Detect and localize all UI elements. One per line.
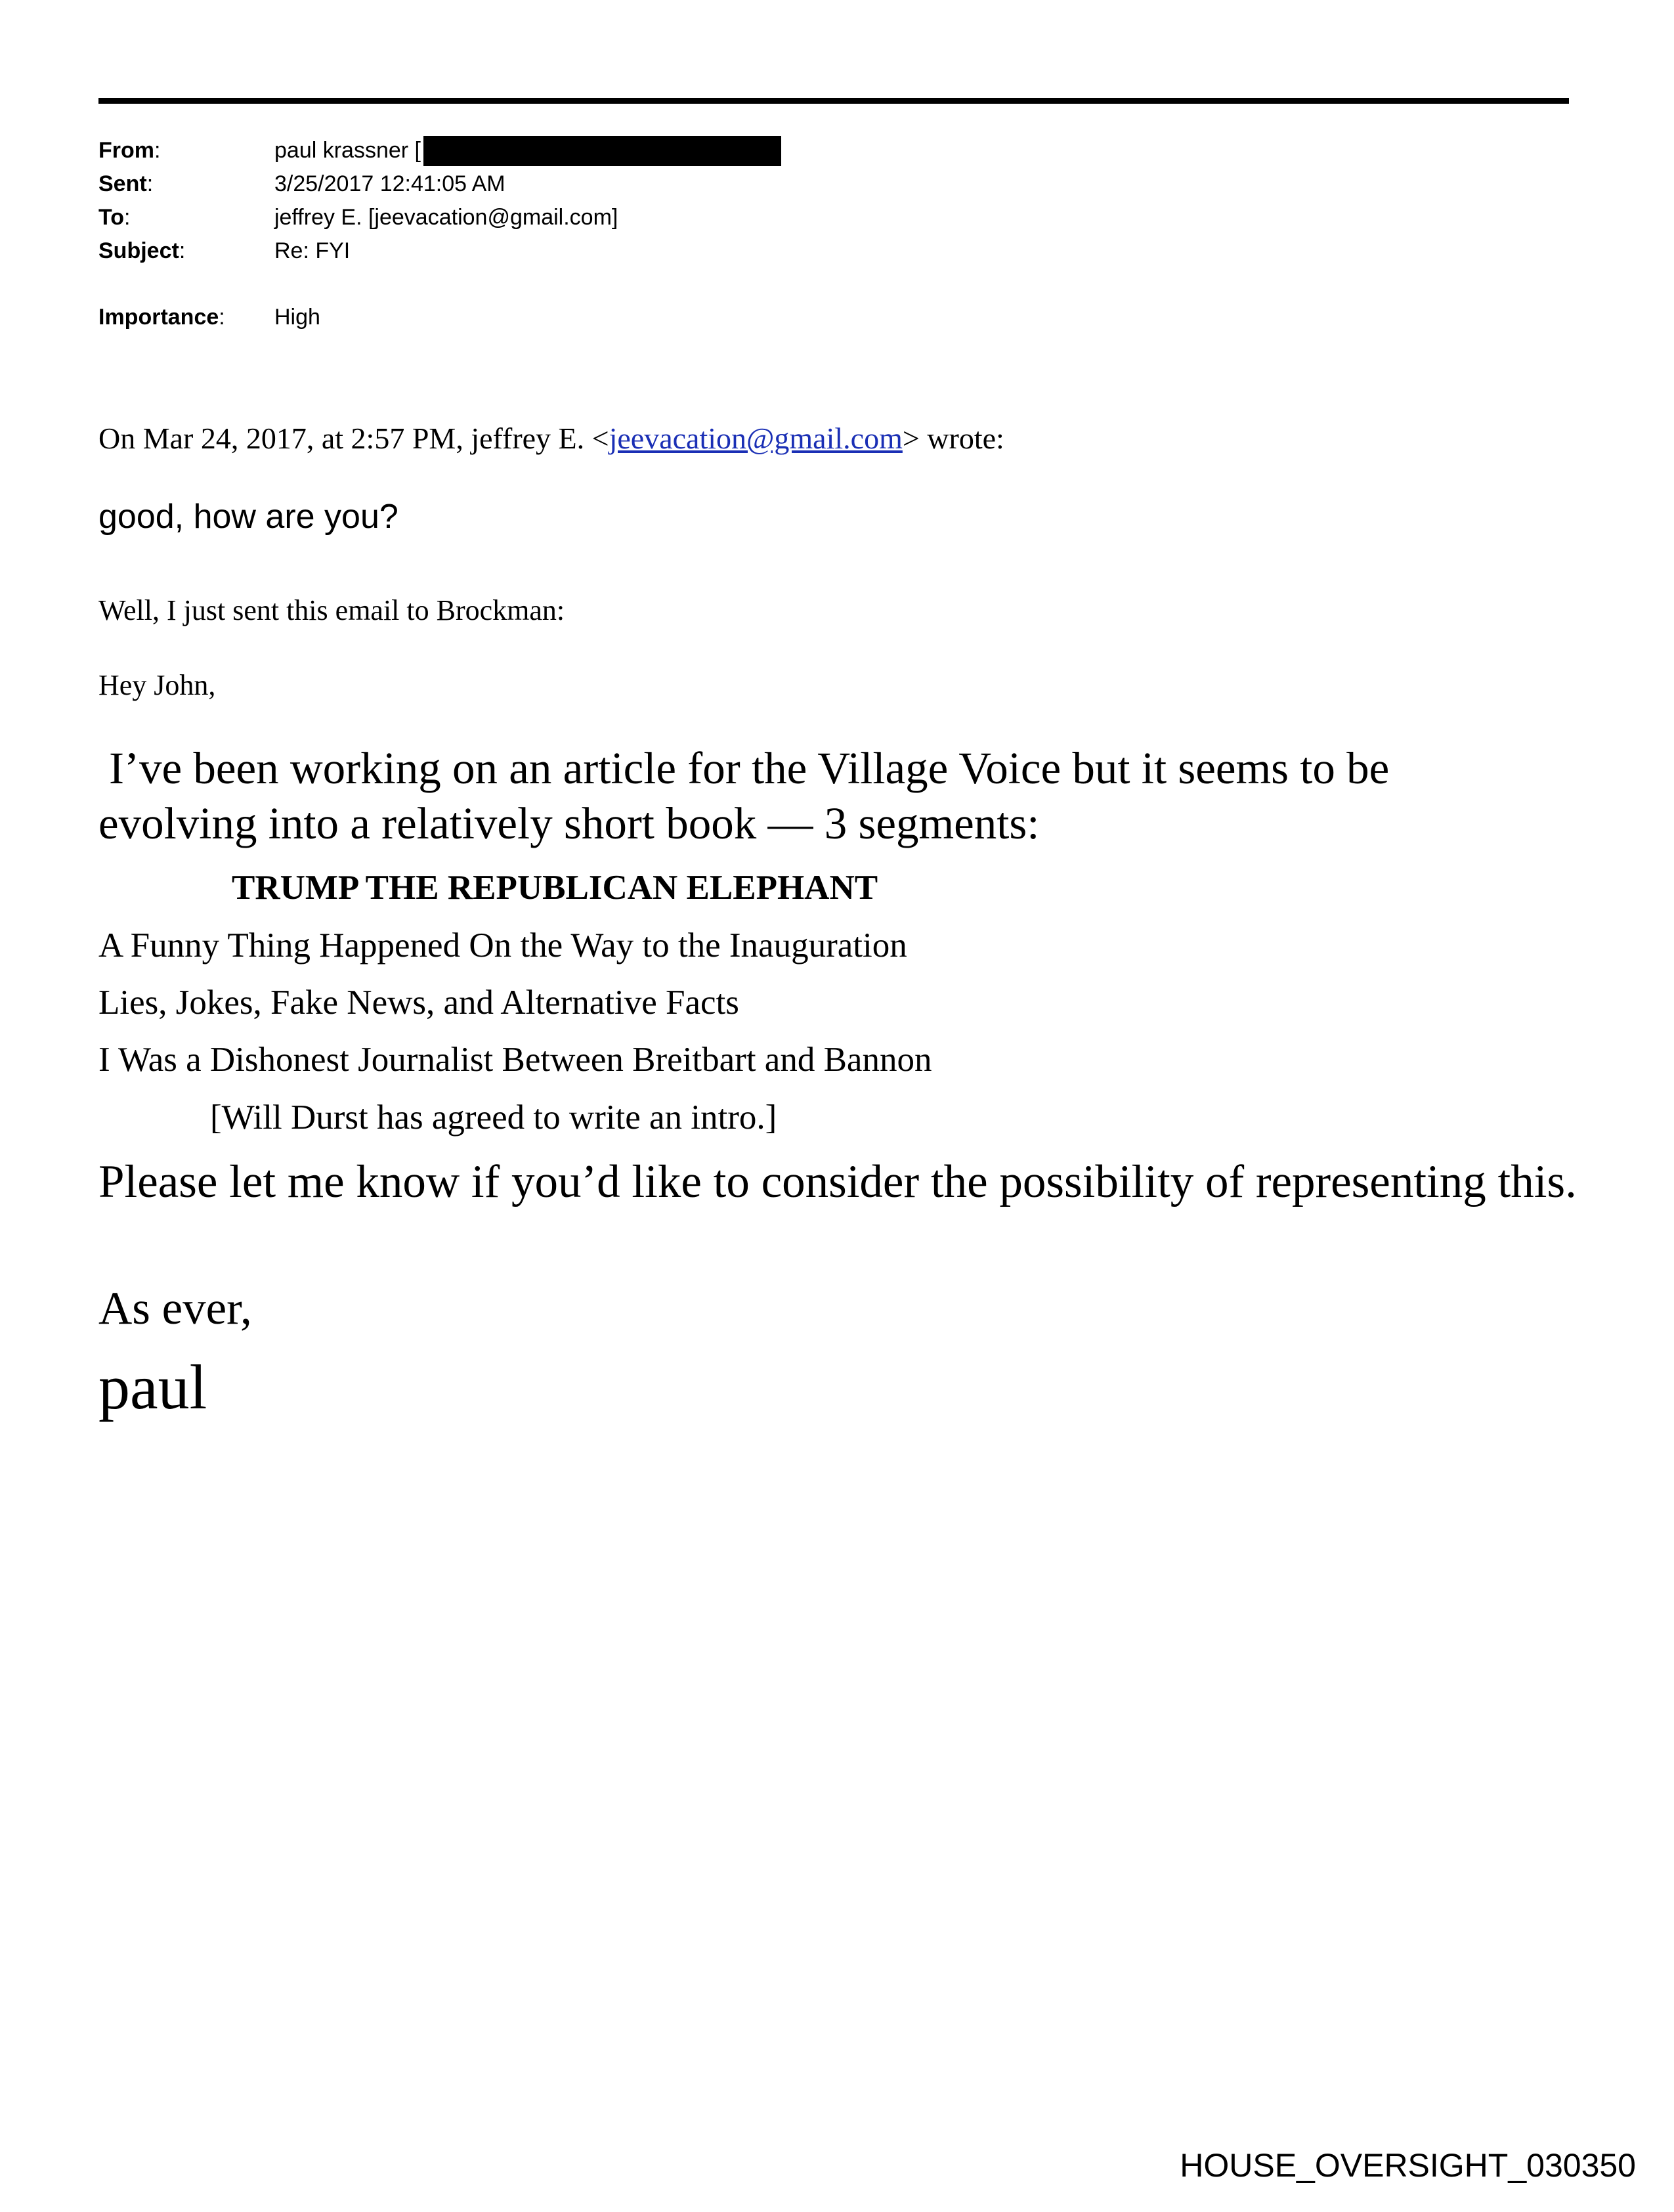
- request-paragraph: Please let me know if you’d like to consider the possibility of representing this.: [98, 1156, 1577, 1207]
- quoted-attribution: [98, 420, 1004, 457]
- intro-line-1: I’ve been working on an article for the Village Voice but it seems to be: [109, 743, 1390, 793]
- subject-label: Subject: [98, 238, 179, 263]
- importance-label: Importance: [98, 305, 219, 330]
- sent-colon: :: [146, 171, 154, 196]
- header-row-importance: [98, 301, 781, 334]
- signature: paul: [98, 1352, 207, 1422]
- subject-value: Re: FYI: [274, 238, 351, 263]
- from-label: From: [98, 138, 154, 163]
- segment-item: A Funny Thing Happened On the Way to the Inauguration: [98, 926, 907, 965]
- from-value: paul krassner [: [274, 138, 421, 163]
- bates-number: HOUSE_OVERSIGHT_030350: [1180, 2147, 1636, 2184]
- quoted-prefix: On Mar 24, 2017, at 2:57 PM, jeffrey E. <: [98, 422, 609, 455]
- header-row-to: [98, 201, 781, 234]
- to-colon: :: [124, 205, 131, 230]
- to-value: jeffrey E. [jeevacation@gmail.com]: [274, 205, 618, 230]
- quoted-suffix: > wrote:: [902, 422, 1004, 455]
- header-divider: [98, 98, 1569, 104]
- forward-intro: Well, I just sent this email to Brockman:: [98, 594, 565, 626]
- intro-note: [Will Durst has agreed to write an intro.]: [210, 1098, 777, 1137]
- closing: As ever,: [98, 1283, 252, 1334]
- sent-label: Sent: [98, 171, 147, 196]
- redaction-box: [423, 136, 781, 166]
- segment-item: I Was a Dishonest Journalist Between Breitbart and Bannon: [98, 1041, 932, 1079]
- header-row-subject: [98, 234, 781, 268]
- sent-value: 3/25/2017 12:41:05 AM: [274, 171, 505, 196]
- to-label: To: [98, 205, 125, 230]
- book-title: TRUMP THE REPUBLICAN ELEPHANT: [232, 869, 878, 907]
- reply-text: good, how are you?: [98, 498, 398, 536]
- subject-colon: :: [179, 238, 186, 263]
- header-row-sent: [98, 167, 781, 201]
- from-colon: :: [154, 138, 161, 163]
- greeting: Hey John,: [98, 669, 216, 701]
- segment-item: Lies, Jokes, Fake News, and Alternative Facts: [98, 984, 739, 1022]
- header-row-from: [98, 134, 781, 167]
- email-header: [98, 134, 781, 334]
- intro-paragraph: [98, 741, 1595, 851]
- email-link[interactable]: jeevacation@gmail.com: [609, 422, 903, 455]
- intro-line-2: evolving into a relatively short book — 3 segments:: [98, 798, 1040, 848]
- importance-colon: :: [219, 305, 225, 330]
- importance-value: High: [274, 305, 320, 330]
